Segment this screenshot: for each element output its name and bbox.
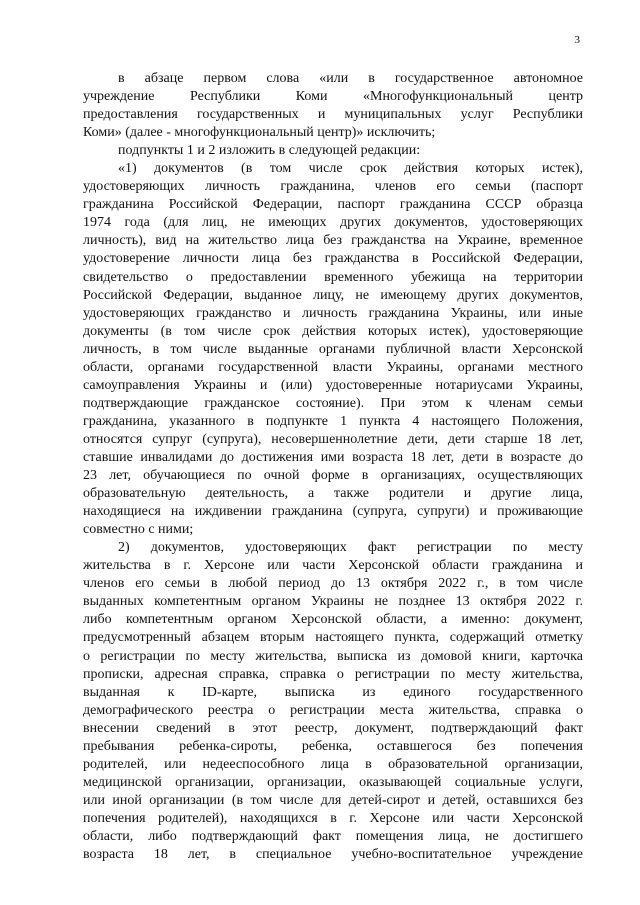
text-line: подтверждающие гражданское состояние). При этом к членам семьи [83,395,583,411]
text-line: предусмотренный абзацем вторым настоящего пункта, содержащий отметку [83,630,583,646]
text-line: членов его семьи в любой период до 13 октября 2022 г., в том числе [83,576,583,592]
text-line: документы (в том числе срок действия которых истек), удостоверяющие [83,323,583,339]
text-line: свидетельство о предоставлении временного убежища на территории [83,269,583,285]
text-line: предоставления государственных и муниципальных услуг Республики [83,107,583,123]
text-line: пребывания ребенка-сироты, ребенка, оставшегося без попечения [83,738,583,754]
text-line: возраста 18 лет, в специальное учебно-воспитательное учреждение [83,847,583,863]
text-line: удостоверяющих гражданство и личность гражданина Украины, или иные [83,305,583,321]
text-line: находящиеся на иждивении гражданина (супруга, супруги) и проживающие [83,504,583,520]
text-line: попечения родителей), находящихся в г. Херсоне или части Херсонской [83,810,583,826]
text-line: родителей, или недееспособного лица в образовательной организации, [83,756,583,772]
text-line: гражданина, указанного в подпункте 1 пункта 4 настоящего Положения, [83,413,583,429]
text-line: либо компетентным органом Херсонской области, а именно: документ, [83,612,583,628]
text-line: учреждение Республики Коми «Многофункциональный центр [83,89,583,105]
text-line: в абзаце первом слова «или в государственное автономное [118,71,583,86]
text-line: 1974 года (для лиц, не имеющих других документов, удостоверяющих [83,215,583,231]
page-number: 3 [574,34,580,46]
text-line: удостоверение личности лица без гражданства в Российской Федерации, [83,251,583,267]
text-line: области, органами государственной власти Украины, органами местного [83,359,583,375]
text-line: медицинской организации, организации, оказывающей социальные услуги, [83,774,583,790]
document-body [83,70,583,864]
text-line: личность), вид на жительство лица без гражданства на Украине, временное [83,233,583,249]
text-line: о регистрации по месту жительства, выписка из домовой книги, карточка [83,648,583,664]
text-line: гражданина Российской Федерации, паспорт гражданина СССР образца [83,197,583,213]
text-line: самоуправления Украины и (или) удостоверенные нотариусами Украины, [83,377,583,393]
text-line: 2) документов, удостоверяющих факт регистрации по месту [118,540,583,556]
text-line: подпункты 1 и 2 изложить в следующей редакции: [118,143,421,159]
text-line: образовательную деятельность, а также родители и другие лица, [83,486,583,502]
text-line: личность, в том числе выданные органами публичной власти Херсонской [83,341,583,357]
text-line: относятся супруг (супруга), несовершеннолетние дети, дети старше 18 лет, [83,431,583,447]
text-line: удостоверяющих личность гражданина, членов его семьи (паспорт [83,179,583,195]
text-line: демографического реестра о регистрации места жительства, справка о [83,702,583,718]
text-line: прописки, адресная справка, справка о регистрации по месту жительства, [83,666,583,682]
text-line: Коми» (далее - многофункциональный центр)» исключить; [83,125,436,141]
text-line: «1) документов (в том числе срок действия которых истек), [118,161,583,177]
text-line: внесении сведений в этот реестр, документ, подтверждающий факт [83,720,583,736]
text-line: выданных компетентным органом Украины не позднее 13 октября 2022 г. [83,594,583,610]
text-line: совместно с ними; [83,522,194,538]
text-line: области, либо подтверждающий факт помещения лица, не достигшего [83,828,583,844]
text-line: выданная к ID-карте, выписка из единого государственного [83,684,583,700]
text-line: Российской Федерации, выданное лицу, не имеющему других документов, [83,287,583,303]
text-line: ставшие инвалидами до достижения ими возраста 18 лет, дети в возрасте до [83,449,583,465]
text-line: или иной организации (в том числе для детей-сирот и детей, оставшихся без [83,792,583,808]
text-line: 23 лет, обучающиеся по очной форме в организациях, осуществляющих [83,468,583,484]
text-line: жительства в г. Херсоне или части Херсонской области гражданина и [83,558,583,574]
